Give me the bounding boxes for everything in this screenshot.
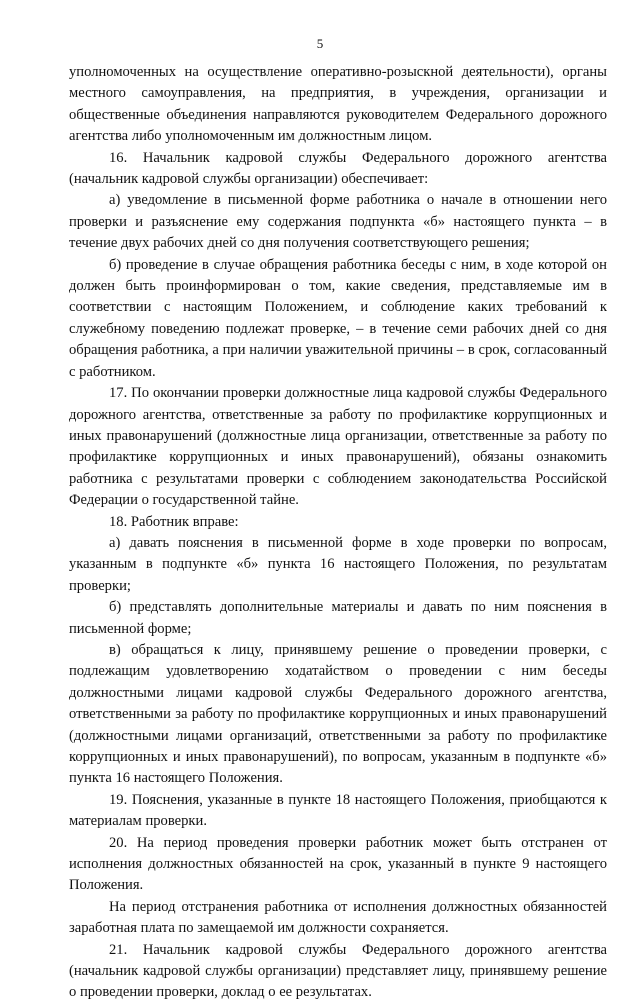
paragraph-18-a: а) давать пояснения в письменной форме в ходе проверки по вопросам, указанным в подпункте «б» пункта 16 настоящего Положения, по результатам проверки; xyxy=(69,534,607,594)
paragraph-18-v: в) обращаться к лицу, принявшему решение о проведении проверки, с подлежащим удовлетворению ходатайством о проведении с ним беседы должностными лицами кадровой службы Федерального дорожного агентства, ответственными за работу по профилактике коррупционных и иных правонарушений (должностными лицами организаций, ответственными за работу по профилактике коррупционных и иных правонарушений), по вопросам, указанным в подпункте «б» пункта 16 настоящего Положения. xyxy=(69,641,607,787)
paragraph-16: 16. Начальник кадровой службы Федерального дорожного агентства (начальник кадровой службы организации) обеспечивает: xyxy=(69,149,607,188)
paragraph-16-b: б) проведение в случае обращения работника беседы с ним, в ходе которой он должен быть проинформирован о том, какие сведения, представляемые им в соответствии с настоящим Положением, и соблюдение каких требований к служебному поведению подлежат проверке, – в течение семи рабочих дней со дня обращения работника, а при наличии уважительной причины – в срок, согласованный с работником. xyxy=(69,256,607,380)
paragraph-20: 20. На период проведения проверки работник может быть отстранен от исполнения должностных обязанностей на срок, указанный в пункте 9 настоящего Положения. xyxy=(69,834,607,894)
paragraph-16-a: а) уведомление в письменной форме работника о начале в отношении него проверки и разъяснение ему содержания подпункта «б» настоящего пункта – в течение двух рабочих дней со дня получения соответствующего решения; xyxy=(69,192,607,252)
paragraph-continuation: уполномоченных на осуществление оперативно-розыскной деятельности), органы местного самоуправления, на предприятия, в учреждения, организации и общественные объединения направляются руководителем Федерального дорожного агентства либо уполномоченным им должностным лицом. xyxy=(69,64,607,145)
paragraph-21: 21. Начальник кадровой службы Федерального дорожного агентства (начальник кадровой службы организации) представляет лицу, принявшему решение о проведении проверки, доклад о ее результатах. xyxy=(69,941,607,1001)
page-number: 5 xyxy=(316,36,324,51)
paragraph-20-continued: На период отстранения работника от исполнения должностных обязанностей заработная плата по замещаемой им должности сохраняется. xyxy=(69,898,607,937)
paragraph-18-b: б) представлять дополнительные материалы и давать по ним пояснения в письменной форме; xyxy=(69,599,607,637)
paragraph-19: 19. Пояснения, указанные в пункте 18 настоящего Положения, приобщаются к материалам проверки. xyxy=(69,791,607,830)
document-body xyxy=(69,62,607,1004)
paragraph-17: 17. По окончании проверки должностные лица кадровой службы Федерального дорожного агентства, ответственные за работу по профилактике коррупционных и иных правонарушений (должностные лица организации, ответственные за работу по профилактике коррупционных и иных правонарушений), обязаны ознакомить работника с результатами проверки с соблюдением законодательства Российской Федерации о государственной тайне. xyxy=(69,385,607,509)
paragraph-18: 18. Работник вправе: xyxy=(109,513,239,530)
